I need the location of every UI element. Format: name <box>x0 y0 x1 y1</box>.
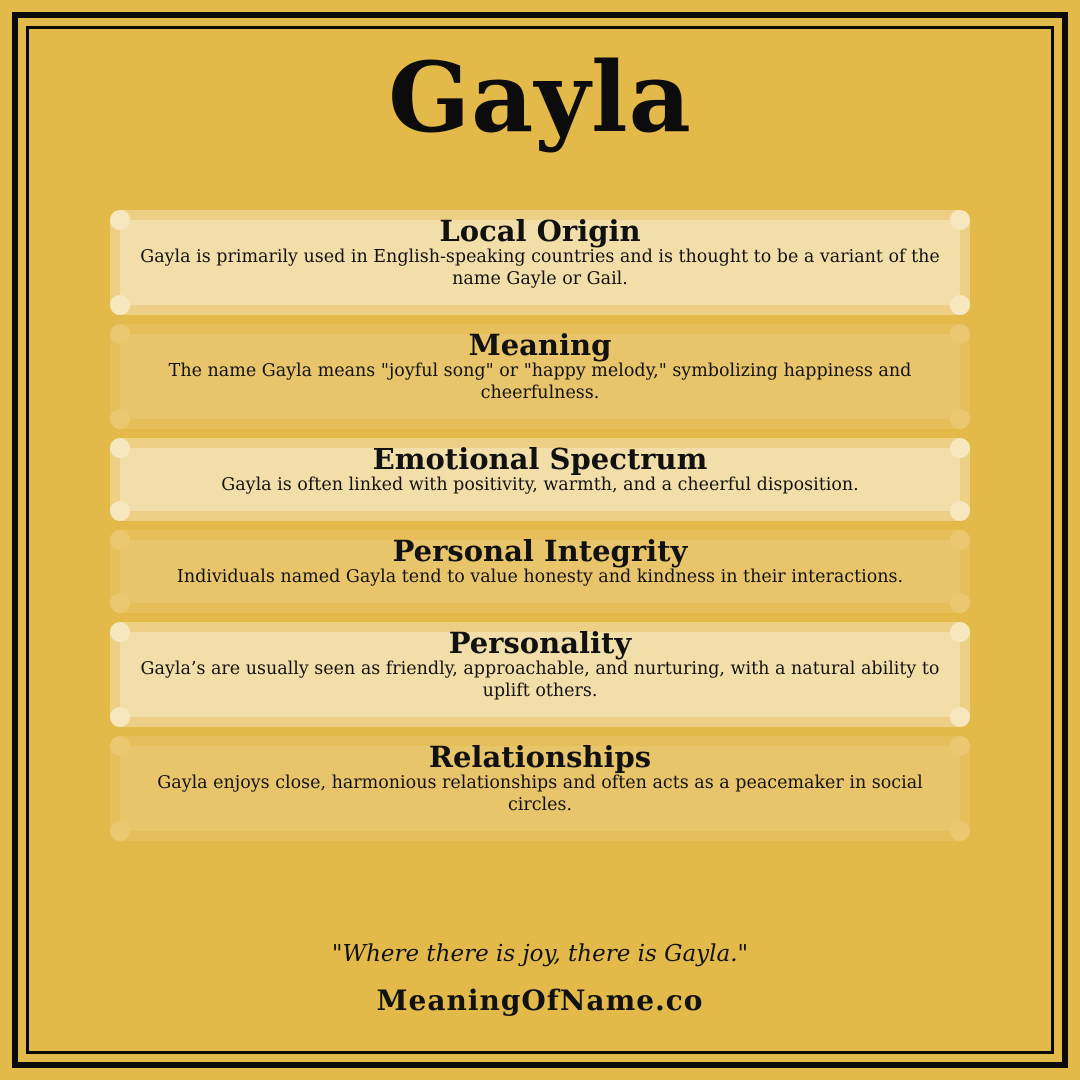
section-heading: Personal Integrity <box>392 534 688 568</box>
corner-dot <box>950 409 970 429</box>
corner-dot <box>110 821 130 841</box>
section-text: Gayla is often linked with positivity, warmth, and a cheerful disposition. <box>221 475 859 495</box>
section-card-personal-integrity <box>110 530 970 613</box>
section-text: The name Gayla means "joyful song" or "happy melody," symbolizing happiness and cheerfulness. <box>168 361 912 403</box>
corner-dot <box>110 707 130 727</box>
section-text: Gayla enjoys close, harmonious relationships and often acts as a peacemaker in social circles. <box>157 773 923 815</box>
section-text: Gayla is primarily used in English-speaking countries and is thought to be a variant of the name Gayle or Gail. <box>140 247 940 289</box>
corner-dot <box>950 593 970 613</box>
section-card-relationships <box>110 736 970 841</box>
section-card-meaning <box>110 324 970 429</box>
corner-dot <box>950 295 970 315</box>
corner-dot <box>110 593 130 613</box>
section-heading: Emotional Spectrum <box>372 442 708 476</box>
section-heading: Local Origin <box>439 214 641 248</box>
corner-dot <box>110 409 130 429</box>
section-card-personality <box>110 622 970 727</box>
section-card-emotional-spectrum <box>110 438 970 521</box>
section-text: Gayla’s are usually seen as friendly, approachable, and nurturing, with a natural ability to uplift others. <box>140 659 940 701</box>
section-heading: Personality <box>448 626 632 660</box>
section-text: Individuals named Gayla tend to value honesty and kindness in their interactions. <box>176 567 904 587</box>
section-heading: Relationships <box>428 740 652 774</box>
corner-dot <box>950 707 970 727</box>
corner-dot <box>110 295 130 315</box>
name-title: Gayla <box>388 41 692 154</box>
brand-name: MeaningOfName.co <box>376 984 704 1017</box>
corner-dot <box>110 501 130 521</box>
corner-dot <box>950 821 970 841</box>
section-card-local-origin <box>110 210 970 315</box>
corner-dot <box>950 501 970 521</box>
section-heading: Meaning <box>468 328 612 362</box>
quote-text: "Where there is joy, there is Gayla." <box>331 941 749 967</box>
